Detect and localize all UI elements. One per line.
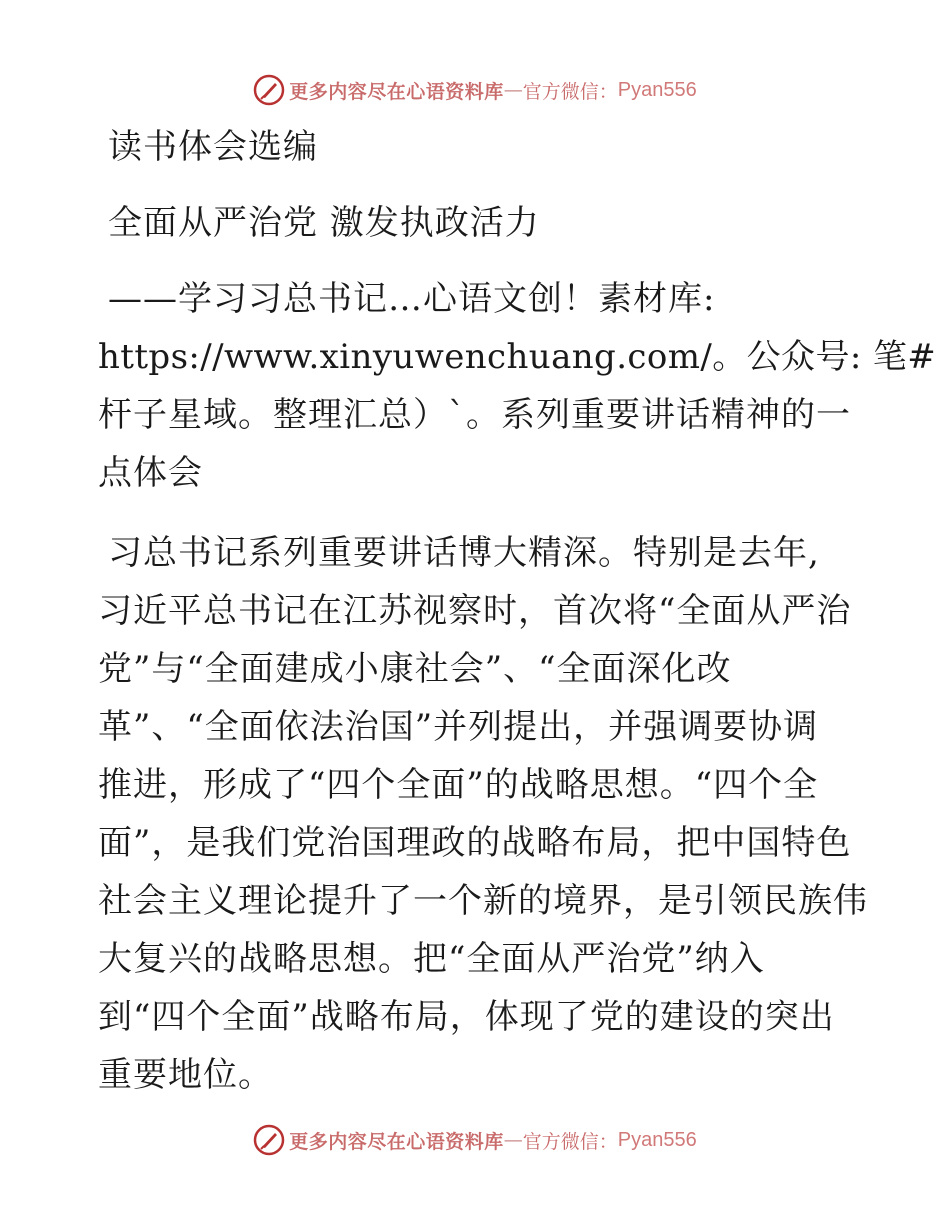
header-watermark-banner — [0, 70, 950, 110]
paragraph-line: 到“四个全面”战略布局，体现了党的建设的突出 — [98, 997, 835, 1037]
subtitle-line: ——学习习总书记…心语文创！素材库: — [108, 279, 716, 319]
subtitle-line: 杆子星域。整理汇总）`。系列重要讲话精神的一 — [98, 395, 851, 435]
banner-separator: — — [503, 79, 523, 101]
banner-separator: — — [503, 1129, 523, 1151]
document-title: 全面从严治党 激发执政活力 — [108, 203, 540, 243]
banner-text: 更多内容尽在心语资料库 — [289, 80, 504, 103]
paragraph-line: 大复兴的战略思想。把“全面从严治党”纳入 — [98, 939, 765, 979]
subtitle-line: 点体会 — [98, 453, 203, 493]
quill-logo-icon — [253, 1124, 285, 1156]
paragraph-line: 习近平总书记在江苏视察时，首次将“全面从严治 — [98, 591, 852, 631]
footer-watermark-banner — [0, 1120, 950, 1160]
quill-logo-icon — [253, 74, 285, 106]
document-heading: 读书体会选编 — [108, 127, 318, 167]
document-body — [98, 118, 937, 1104]
banner-wechat-id: Pyan556 — [617, 1128, 697, 1151]
paragraph-line: 习总书记系列重要讲话博大精深。特别是去年, — [108, 533, 820, 573]
banner-wechat-label: 官方微信： — [522, 1130, 618, 1153]
paragraph-line: 革”、“全面依法治国”并列提出，并强调要协调 — [98, 707, 819, 747]
paragraph-line: 推进，形成了“四个全面”的战略思想。“四个全 — [98, 765, 819, 805]
paragraph-line: 面”，是我们党治国理政的战略布局，把中国特色 — [98, 823, 852, 863]
paragraph-line: 党”与“全面建成小康社会”、“全面深化改 — [98, 649, 732, 689]
banner-wechat-label: 官方微信： — [522, 80, 618, 103]
document-subtitle — [98, 270, 937, 502]
subtitle-line: https://www.xinyuwenchuang.com/。公众号: 笔# — [98, 337, 937, 377]
body-paragraph — [98, 524, 868, 1104]
banner-text: 更多内容尽在心语资料库 — [289, 1130, 504, 1153]
paragraph-line: 社会主义理论提升了一个新的境界，是引领民族伟 — [98, 881, 868, 921]
paragraph-line: 重要地位。 — [98, 1055, 273, 1095]
banner-wechat-id: Pyan556 — [617, 78, 697, 101]
